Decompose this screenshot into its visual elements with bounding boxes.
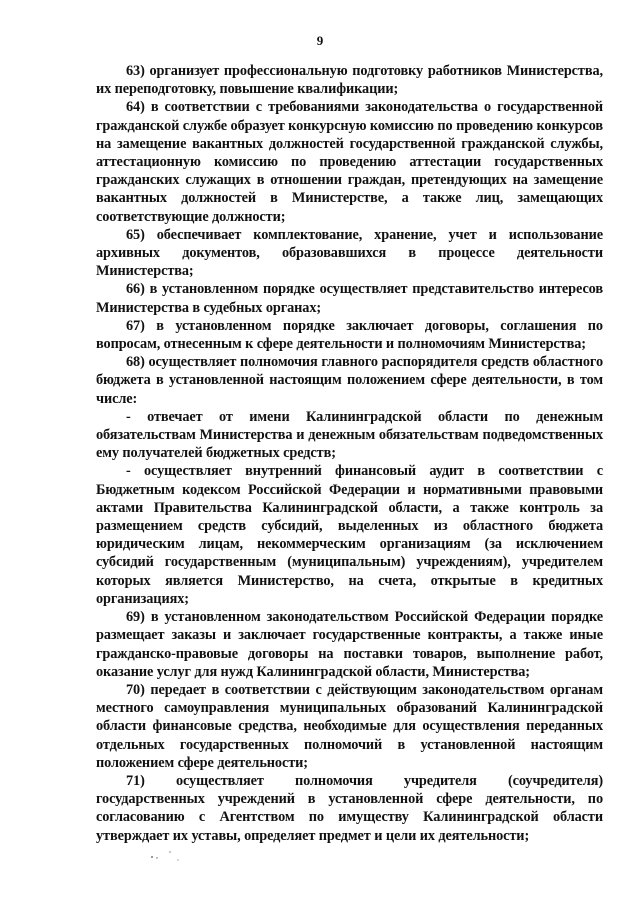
paragraph-69: 69) в установленном законодательством Российской Федерации порядке размещает заказы и заключает государственные контракты, а также иные гражданско-правовые договоры на поставки товаров, выполнение работ, оказание услуг для нужд Калининградской области, Министерства; (96, 609, 603, 680)
paragraph-70: 70) передает в соответствии с действующим законодательством органам местного самоуправления муниципальных образований Калининградской области финансовые средства, необходимые для осуществления переданных отдельных государственных полномочий в установленной настоящим положением сфере деятельности; (96, 681, 603, 771)
sub-item-audit: - осуществляет внутренний финансовый аудит в соответствии с Бюджетным кодексом Российской Федерации и нормативными правовыми актами Правительства Калининградской области, а также контроль за размещением средств субсидий, выделенных из областного бюджета юридическим лицам, некоммерческим организациям (за исключением субсидий государственным (муниципальным) учреждениям), учредителем которых является Министерство, на счета, открытые в кредитных организациях; (96, 463, 603, 607)
paragraph-67: 67) в установленном порядке заключает договоры, соглашения по вопросам, отнесенным к сфере деятельности и полномочиям Министерства; (96, 317, 603, 353)
paragraph-71: 71) осуществляет полномочия учредителя (соучредителя) государственных учреждений в установленной сфере деятельности, по согласованию с Агентством по имуществу Калининградской области утверждает их уставы, определяет предмет и цели их деятельности; (96, 772, 603, 844)
sub-item-obligations: - отвечает от имени Калининградской области по денежным обязательствам Министерства и денежным обязательствам подведомственных ему получателей бюджетных средств; (96, 408, 603, 462)
document-body (96, 62, 603, 845)
paragraph-66: 66) в установленном порядке осуществляет представительство интересов Министерства в судебных органах; (96, 281, 603, 316)
paragraph-65: 65) обеспечивает комплектование, хранение, учет и использование архивных документов, образовавшихся в процессе деятельности Министерства; (96, 226, 603, 280)
paragraph-64: 64) в соответствии с требованиями законодательства о государственной гражданской службе образует конкурсную комиссию по проведению конкурсов на замещение вакантных должностей государственной гражданской службы, аттестационную комиссию по проведению аттестации государственных гражданских служащих в отношении граждан, претендующих на замещение вакантных должностей в Министерстве, а также лиц, замещающих соответствующие должности; (96, 99, 603, 225)
paragraph-63: 63) организует профессиональную подготовку работников Министерства, их переподготовку, повышение квалификации; (96, 63, 603, 98)
paragraph-68: 68) осуществляет полномочия главного распорядителя средств областного бюджета в установленной настоящим положением сфере деятельности, в том числе: (96, 354, 603, 407)
scan-specks (148, 848, 188, 864)
page-number: 9 (316, 33, 324, 48)
